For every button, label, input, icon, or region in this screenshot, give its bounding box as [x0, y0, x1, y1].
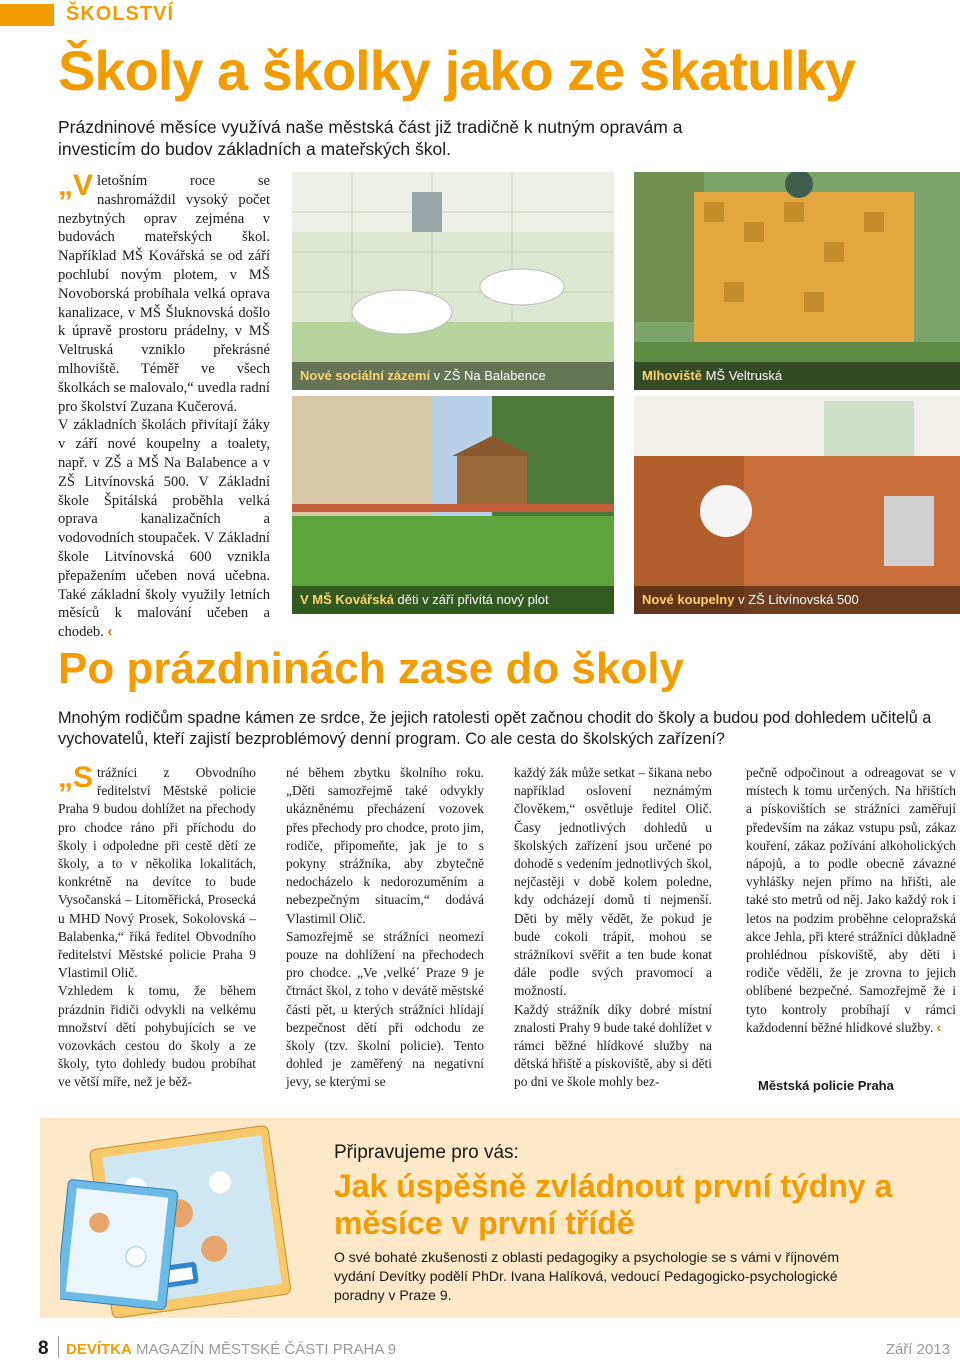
caption-washroom: Nové sociální zázemí v ZŠ Na Balabence — [300, 368, 546, 383]
promo-title: Jak úspěšně zvládnout první týdny a měsíce v první třídě — [334, 1168, 893, 1241]
notebook-illustration — [60, 1122, 318, 1318]
section-heading: Po prázdninách zase do školy — [58, 644, 684, 693]
caption-fence: V MŠ Kovářská děti v září přivítá nový plot — [300, 592, 549, 607]
article2-column-1: „S trážníci z Obvodního ředitelství Městské policie Praha 9 budou dohlížet na přechody pro chodce ráno při příchodu do školy i odpoledne při cestě dětí ze školy, a to v několika lokalitách, konkrétně na devítce to bude Vysočanská – Litoměřická, Prosecká u MHD Nový Prosek, Sokolovská – Balabenka,“ říká ředitel Obvodního ředitelství Městské policie Praha 9 Vlastimil Olič. Vzhledem k tomu, že během prázdnin řidiči odvykli na velkému množství dětí pohybujících se ve vozovkách cestou do školy a ze školy, tyto dohledy budou probíhat ve větší míře, než je běž- — [58, 761, 256, 1090]
article1-text — [58, 169, 270, 642]
article1-paragraph2: V základních školách přivítají žáky v září nové koupelny a toalety, např. v ZŠ a MŠ Na Balabence a v ZŠ Litvínovská 500. V Základní škole Špitálská proběhla velká oprava kanalizačních a vodovodních stoupaček. V Základní škole Litvínovská 600 vznikla přepažením učeben nová učebna. Také základní školy využily letních měsíců k malování učeben a chodeb. ‹ — [58, 417, 270, 641]
end-mark-icon: ‹ — [107, 624, 113, 641]
end-mark-icon: ‹ — [936, 1019, 942, 1035]
lead-paragraph: Prázdninové měsíce využívá naše městská část již tradičně k nutným opravám a investicím do budov základních a mateřských škol. — [58, 117, 683, 159]
promo-text: O své bohaté zkušenosti z oblasti pedagogiky a psychologie se s vámi v říjnovém vydání Devítky podělí PhDr. Ivana Halíková, vedoucí Pedagogicko-psychologické poradny v Praze 9. — [334, 1249, 840, 1303]
article2-column-2: né během zbytku školního roku. „Děti samozřejmě také odvykly ukázněnému přecházení vozovek přes přechody pro chodce, proto jim, rodiče, připomeňte, jak je to s pokyny strážníka, aby zbytečně nedocházelo k nedorozuměním a nebezpečným situacím,“ dodává Vlastimil Olič. Samozřejmě se strážníci neomezí pouze na dohlížení na přechodech pro chodce. „Ve ,velké´ Praze 9 je čtrnáct škol, z toho v devátě městské části pět, u kterých strážníci hlídají bezpečnost dětí při odchodu ze školy (tzv. školní policie). Tento dohled je zaměřený na negativní jevy, se kterými se — [286, 765, 484, 1090]
page-number: 8 — [38, 1338, 49, 1359]
article1-paragraph1: letošním roce se nashromáždil vysoký počet nezbytných oprav zejména v budovách mateřských škol. Například MŠ Kovářská se od září pochlubí novým plotem, v MŠ Novoborská probíhala velká oprava kanalizace, v MŠ Šluknovská došlo k úpravě prostoru prádelny, v MŠ Veltruská vzniklo překrásné mlhoviště. Téměř ve všech školkách se malovalo,“ uvedla radní pro školství Zuzana Kučerová. — [58, 173, 270, 415]
photo-bathroom — [634, 396, 960, 614]
photo-fence — [292, 396, 614, 614]
photo-washroom — [292, 172, 614, 390]
footer-brand: DEVÍTKA MAGAZÍN MĚSTSKÉ ČÁSTI PRAHA 9 — [66, 1341, 397, 1358]
dropcap-2: „S — [58, 761, 94, 794]
lead-paragraph-2: Mnohým rodičům spadne kámen ze srdce, že jejich ratolesti opět začnou chodit do školy a budou pod dohledem učitelů a vychovatelů, kteří zajistí bezproblémový denní program. Co ale cesta do školských zařízení? — [58, 709, 932, 748]
footer-date: Září 2013 — [885, 1341, 950, 1358]
photo-mist-fountain — [634, 172, 960, 390]
page-title: Školy a školky jako ze škatulky — [58, 39, 856, 102]
caption-mist-fountain: Mlhoviště MŠ Veltruská — [642, 368, 783, 383]
caption-bathroom: Nové koupelny v ZŠ Litvínovská 500 — [642, 592, 859, 607]
dropcap: „V — [58, 169, 94, 202]
footer-divider — [58, 1336, 59, 1358]
section-label: ŠKOLSTVÍ — [66, 3, 175, 25]
section-marker — [0, 4, 54, 26]
signature: Městská policie Praha — [758, 1078, 894, 1093]
article2-column-4: pečně odpočinout a odreagovat se v místech k tomu určených. Na hřištích a pískovištích se strážníci zaměřují především na zákaz vstupu psů, zákaz kouření, zákaz požívání alkoholických nápojů, a to podle obecně závazné vyhlášky nejen přímo na hřišti, ale také sto metrů od něj. Jako každý rok i letos na podzim proběhne celopražská akce Jehla, při které strážníci důkladně prohlédnou pískoviště, aby děti i rodiče věděli, že je zrovna to jejich oblíbené bezpečné. Samozřejmě že i tyto kontroly probíhají v rámci každodenní běžné hlídkové služby. ‹ — [746, 765, 956, 1035]
article2-column-3: každý žák může setkat – šikana nebo například oslovení neznámým člověkem,“ osvětluje ředitel Olič. Časy jednotlivých dohledů u školských zařízení jsou určené po dohodě s vedením jednotlivých škol, nejčastěji v době kolem poledne, kdy odcházejí domů ti nejmenší. Děti by měly vědět, že pokud je bude cokoli trápit, mohou se strážníkovi svěřit a ten bude konat dále podle svých pravomocí a možností. Každý strážník díky dobré místní znalosti Prahy 9 bude také dohlížet v rámci běžné hlídkové služby na dětská hřiště a pískoviště, aby si děti po dni ve škole mohly bez- — [514, 765, 712, 1090]
promo-kicker: Připravujeme pro vás: — [334, 1142, 519, 1163]
